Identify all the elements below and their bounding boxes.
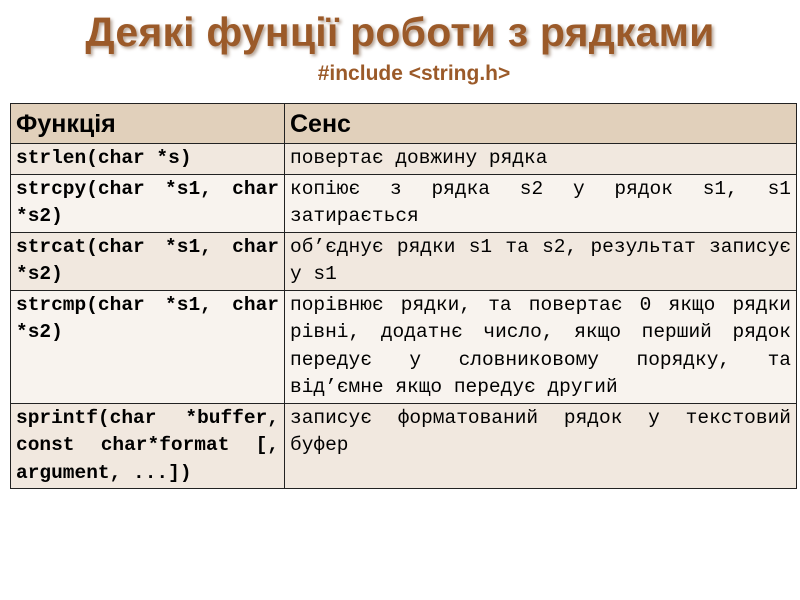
- function-cell: sprintf(char *buffer, const char*format [, argument, ...]): [11, 403, 285, 489]
- description-cell: об’єднує рядки s1 та s2, результат записує у s1: [285, 232, 797, 290]
- slide-subtitle: #include <string.h>: [317, 62, 511, 85]
- table-row: [11, 403, 797, 489]
- table-header: [11, 104, 797, 144]
- table-row: [11, 290, 797, 403]
- function-cell: strlen(char *s): [11, 144, 285, 175]
- description-cell: повертає довжину рядка: [285, 144, 797, 175]
- table-header-row: [11, 104, 797, 144]
- function-cell: strcpy(char *s1, char *s2): [11, 174, 285, 232]
- description-cell: записує форматований рядок у текстовий буфер: [285, 403, 797, 489]
- table-row: [11, 144, 797, 175]
- description-cell: порівнює рядки, та повертає 0 якщо рядки рівні, додатнє число, якщо перший рядок передує у словниковому порядку, та від’ємне якщо передує другий: [285, 290, 797, 403]
- functions-table: [10, 103, 797, 489]
- table-row: [11, 232, 797, 290]
- function-cell: strcmp(char *s1, char *s2): [11, 290, 285, 403]
- description-cell: копіює з рядка s2 у рядок s1, s1 затирається: [285, 174, 797, 232]
- function-cell: strcat(char *s1, char *s2): [11, 232, 285, 290]
- header-meaning: Сенс: [285, 104, 797, 144]
- slide-title: Деякі фунції роботи з рядками: [85, 9, 715, 55]
- table-body: [11, 144, 797, 489]
- table-row: [11, 174, 797, 232]
- header-function: Функція: [11, 104, 285, 144]
